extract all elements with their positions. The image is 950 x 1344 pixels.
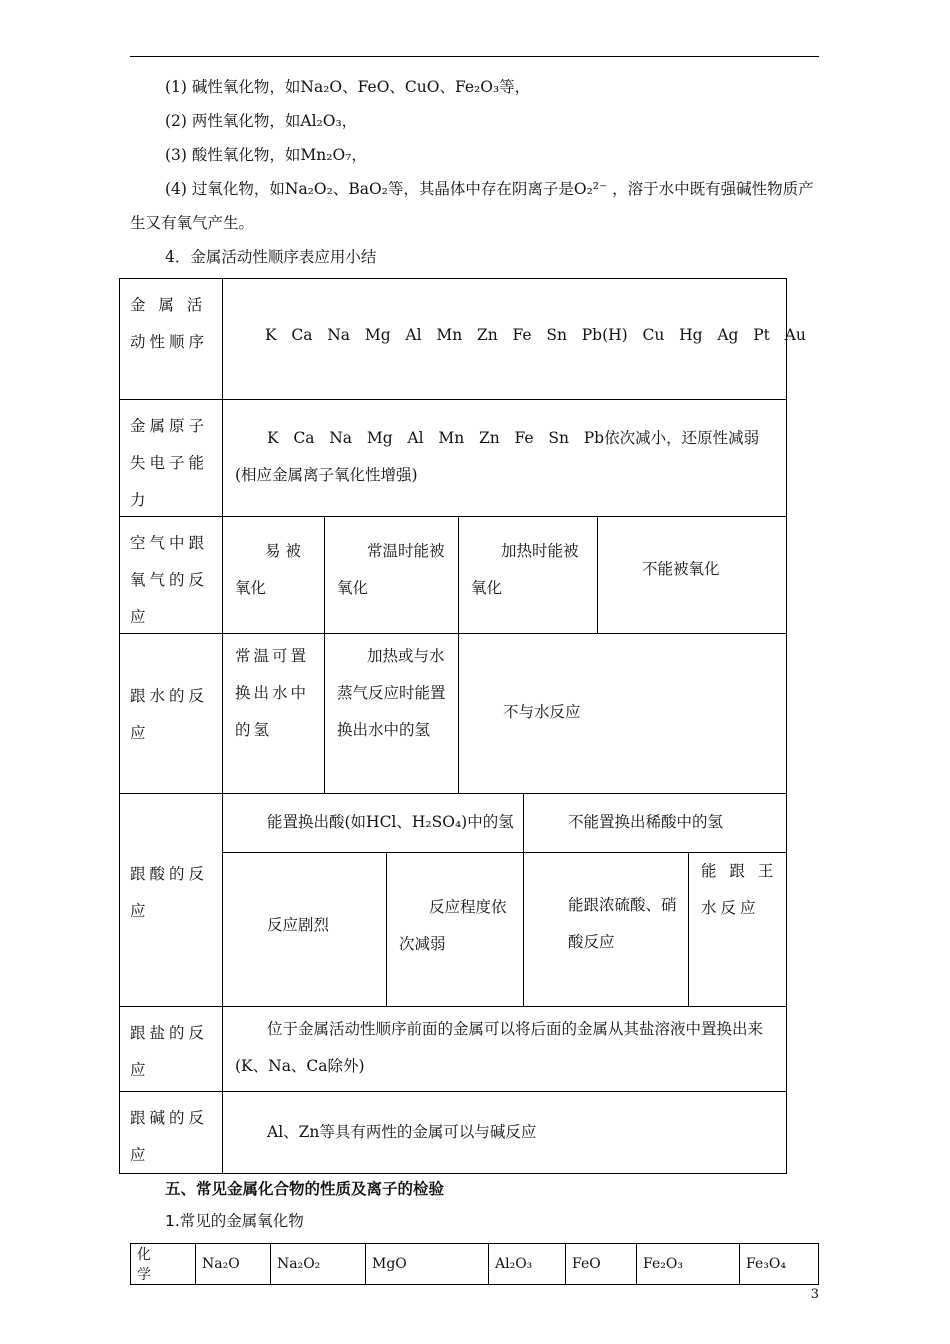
page-number: 3: [810, 1287, 819, 1302]
row6-text: 位于金属活动性顺序前面的金属可以将后面的金属从其盐溶液中置换出来(K、Na、Ca除外): [222, 1006, 787, 1092]
row5-bottom-3: 能跟浓硫酸、硝酸反应: [523, 852, 689, 1007]
item-1: (1) 碱性氧化物，如Na₂O、FeO、CuO、Fe₂O₃等，: [165, 78, 531, 96]
row3-cell-2: 常温时能被氧化: [324, 516, 459, 634]
row4-label: 跟水的反应: [119, 633, 223, 794]
row5-bottom-1: 反应剧烈: [222, 852, 387, 1007]
row7-text: Al、Zn等具有两性的金属可以与碱反应: [222, 1091, 787, 1174]
row6-label: 跟盐的反应: [119, 1006, 223, 1092]
top-rule: [130, 56, 819, 57]
oxide-table: [130, 1243, 819, 1285]
row7-label: 跟碱的反应: [119, 1091, 223, 1174]
oxide-col: Na₂O₂: [271, 1244, 366, 1285]
row4-cell-2: 加热或与水蒸气反应时能置换出水中的氢: [324, 633, 459, 794]
oxide-col: Al₂O₃: [489, 1244, 566, 1285]
item-2: (2) 两性氧化物，如Al₂O₃，: [165, 112, 358, 130]
row3-cell-4: 不能被氧化: [597, 516, 787, 634]
sub1-title: 1.常见的金属氧化物: [165, 1212, 304, 1230]
oxide-col: MgO: [366, 1244, 489, 1285]
row2-label: 金属原子失电子能力: [119, 399, 223, 517]
section4-title: 4．金属活动性顺序表应用小结: [165, 248, 377, 266]
item-4: (4) 过氧化物，如Na₂O₂、BaO₂等，其晶体中存在阴离子是O₂²⁻ ，溶于水中既有强碱性物质产: [165, 180, 814, 198]
oxide-col: Fe₂O₃: [637, 1244, 740, 1285]
row2-text: K Ca Na Mg Al Mn Zn Fe Sn Pb依次减小，还原性减弱(相应金属离子氧化性增强): [222, 399, 787, 517]
oxide-col: Fe₃O₄: [740, 1244, 819, 1285]
row5-bottom-2: 反应程度依次减弱: [386, 852, 524, 1007]
item-4-cont: 生又有氧气产生。: [130, 214, 255, 232]
oxide-header-row: [131, 1244, 819, 1285]
row5-label: 跟酸的反应: [119, 793, 223, 1007]
metal-activity-table: [119, 278, 806, 1174]
row5-top-1: 能置换出酸(如HCl、H₂SO₄)中的氢: [222, 793, 524, 853]
row4-cell-1: 常温可置换出水中的氢: [222, 633, 325, 794]
row5-bottom-4: 能 跟 王 水反应: [688, 852, 787, 1007]
section5-title: 五、常见金属化合物的性质及离子的检验: [165, 1180, 445, 1198]
oxide-col: FeO: [566, 1244, 637, 1285]
row5-top-2: 不能置换出稀酸中的氢: [523, 793, 787, 853]
item-3: (3) 酸性氧化物，如Mn₂O₇，: [165, 146, 367, 164]
row3-cell-1: 易 被 氧化: [222, 516, 325, 634]
oxide-col: Na₂O: [196, 1244, 271, 1285]
oxide-header-label: 化 学: [131, 1244, 196, 1285]
row3-cell-3: 加热时能被氧化: [458, 516, 598, 634]
row4-cell-3: 不与水反应: [458, 633, 787, 794]
row1-metals: K Ca Na Mg Al Mn Zn Fe Sn Pb(H) Cu Hg Ag Pt Au: [222, 278, 787, 400]
row3-label: 空气中跟氧气的反应: [119, 516, 223, 634]
row1-label: 金 属 活动性顺序: [119, 278, 223, 400]
